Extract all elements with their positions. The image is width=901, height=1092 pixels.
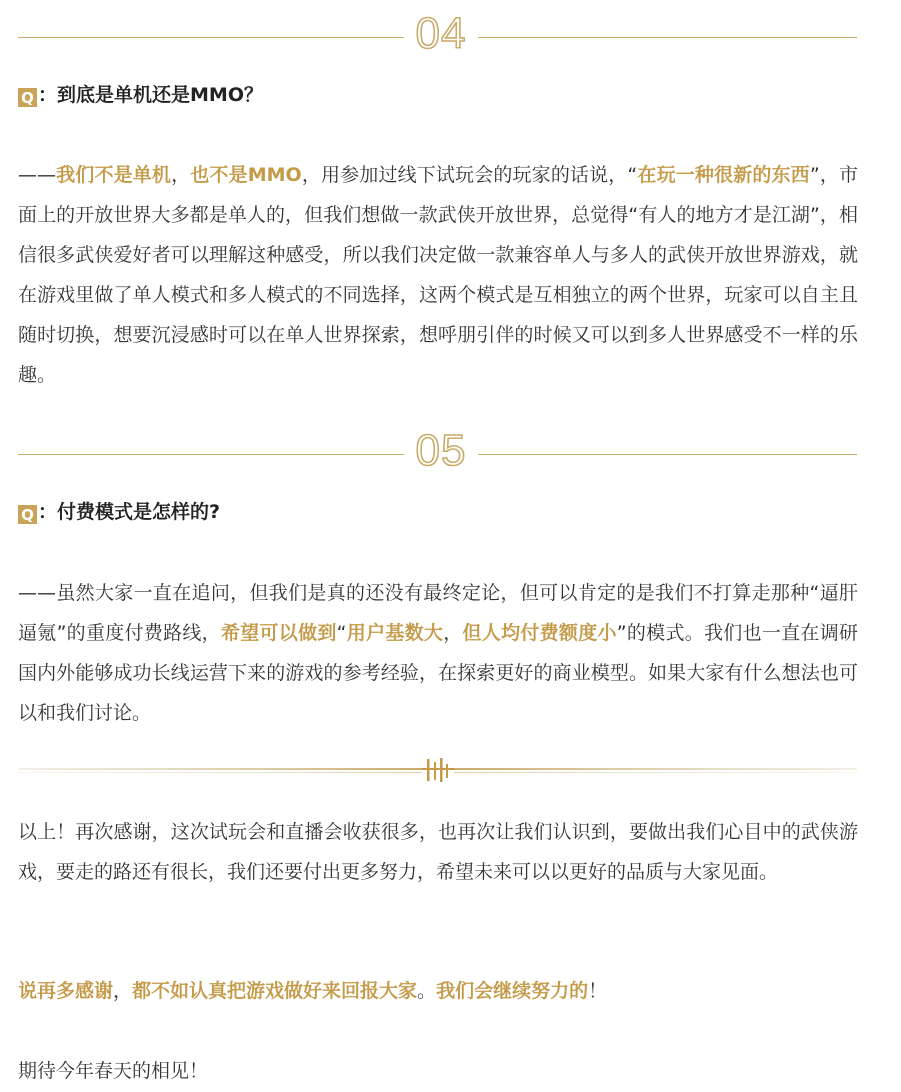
closing-emphasis: [18, 971, 858, 1011]
answer-text: ——虽然大家一直在追问，但我们是真的还没有最终定论，但可以肯定的是我们不打算走那种“逼肝逼氪”的重度付费路线，: [18, 582, 858, 644]
ornament-divider-icon: [18, 756, 857, 786]
q-badge: Q: [18, 505, 37, 524]
highlight-text: 我们不是单机: [56, 164, 172, 186]
section-divider-05: [18, 417, 857, 467]
answer-text: ”，市面上的开放世界大多都是单人的，但我们想做一款武侠开放世界，总觉得“有人的地方才是江湖”，相信很多武侠爱好者可以理解这种感受，所以我们决定做一款兼容单人与多人的武侠开放世界游戏，就在游戏里做了单人模式和多人模式的不同选择，这两个模式是互相独立的两个世界，玩家可以自主且随时切换，想要沉浸感时可以在单人世界探索，想呼朋引伴的时候又可以到多人世界感受不一样的乐趣。: [18, 164, 858, 386]
closing-text: 。: [417, 980, 437, 1002]
highlight-text: 用户基数大: [346, 622, 444, 644]
answer-paragraph-05: [18, 573, 858, 733]
question-text: ：到底是单机还是MMO？: [38, 84, 263, 106]
section-number: 05: [404, 429, 478, 467]
highlight-text: 都不如认真把游戏做好来回报大家: [132, 980, 418, 1002]
q-badge: Q: [18, 88, 37, 107]
highlight-text: 在玩一种很新的东西: [637, 164, 810, 186]
answer-paragraph-04: [18, 155, 858, 395]
answer-dash: ——: [18, 164, 56, 186]
section-number: 04: [404, 12, 478, 50]
answer-text: ，: [171, 164, 191, 186]
question-heading-04: [18, 81, 263, 109]
highlight-text: 说再多感谢: [18, 980, 114, 1002]
closing-farewell: 期待今年春天的相见！: [18, 1060, 209, 1082]
closing-text: ，: [113, 980, 133, 1002]
highlight-text: 也不是MMO: [190, 164, 302, 186]
ornament-divider: [18, 756, 857, 786]
highlight-text: 但人均付费额度小: [462, 622, 617, 644]
highlight-text: 希望可以做到: [220, 622, 337, 644]
question-text: ：付费模式是怎样的?: [38, 501, 221, 523]
answer-text: ，用参加过线下试玩会的玩家的话说，“: [301, 164, 638, 186]
section-divider-04: [18, 0, 857, 50]
closing-paragraph: 以上！再次感谢，这次试玩会和直播会收获很多，也再次让我们认识到，要做出我们心目中的武侠游戏，要走的路还有很长，我们还要付出更多努力，希望未来可以以更好的品质与大家见面。: [18, 821, 858, 883]
closing-text: ！: [588, 980, 608, 1002]
answer-text: ，: [443, 622, 463, 644]
question-heading-05: [18, 498, 220, 526]
answer-text: ”的模式。我们也一直在调研国内外能够成功长线运营下来的游戏的参考经验，在探索更好的商业模型。如果大家有什么想法也可以和我们讨论。: [18, 622, 858, 724]
highlight-text: 我们会继续努力的: [436, 980, 589, 1002]
answer-text: “: [336, 622, 347, 644]
